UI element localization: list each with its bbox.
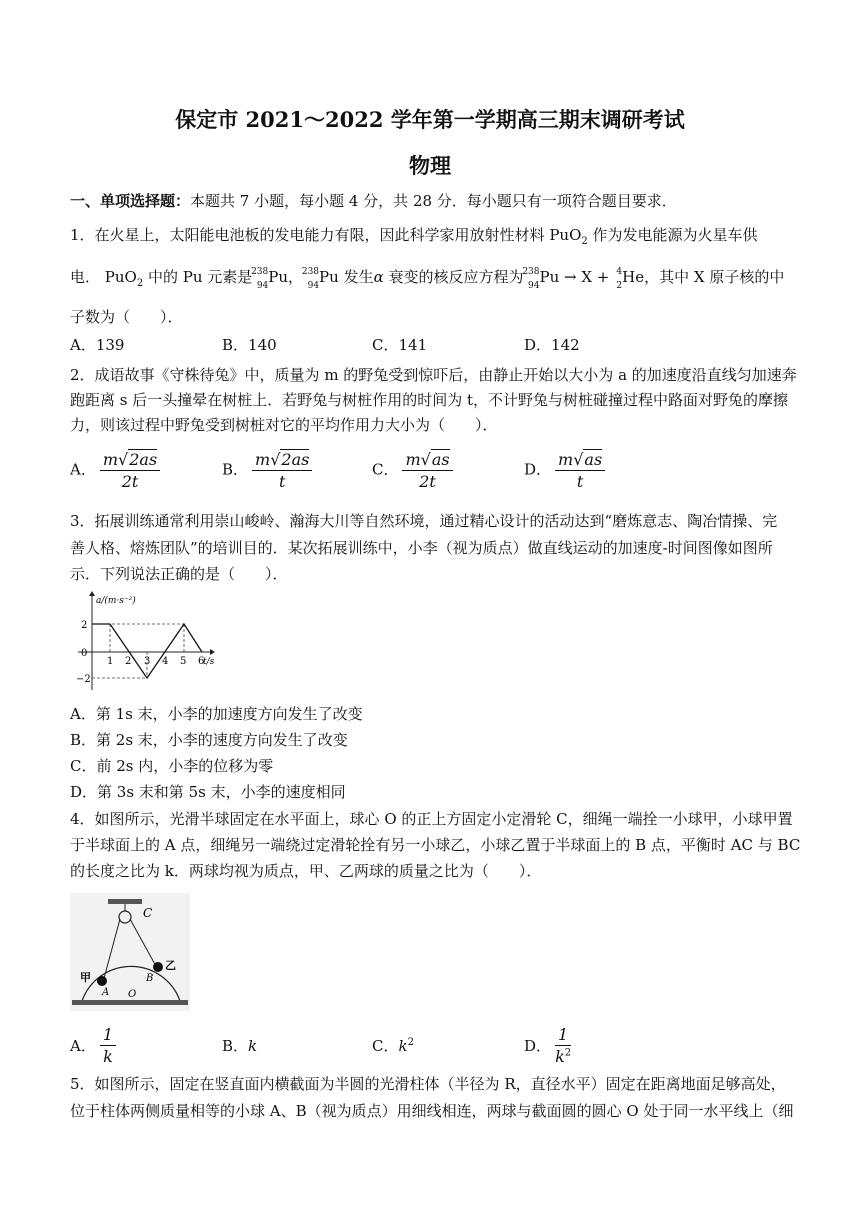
subject-title: 物理 <box>409 153 451 178</box>
label-b: B <box>146 973 154 984</box>
q1-option-c[interactable]: C．141 <box>372 336 428 354</box>
nuclide-pu-2: 238 94 <box>301 267 320 291</box>
ceiling-bar <box>108 899 142 904</box>
hemisphere-pulley-figure <box>70 893 190 1011</box>
label-yi: 乙 <box>165 959 176 972</box>
q4-option-a[interactable]: A． $\frac{1}{k}$ <box>70 1025 116 1066</box>
nuclide-he: 4 2 <box>616 267 623 291</box>
q1-option-d[interactable]: D．142 <box>524 336 580 354</box>
exam-title: 保定市 2021～2022 学年第一学期高三期末调研考试 <box>175 107 685 132</box>
q1-option-b[interactable]: B．140 <box>222 336 277 354</box>
q2-line3: 力，则该过程中野兔受到树桩对它的平均作用力大小为（ ）． <box>70 416 498 434</box>
x-tick-1: 1 <box>107 656 114 667</box>
q2-option-d[interactable]: D． $\frac{m√as}{t}$ <box>524 450 605 491</box>
graph-ylabel: a/(m·s⁻²) <box>96 596 136 606</box>
nuclide-pu-3: 238 94 <box>522 267 540 291</box>
y-axis-arrow <box>89 591 95 596</box>
q1-line3: 子数为（ ）． <box>70 308 183 326</box>
ground <box>72 1000 188 1005</box>
x-tick-4: 4 <box>162 656 169 667</box>
x-axis-arrow <box>210 649 215 655</box>
q3-option-c[interactable]: C．前 2s 内，小李的位移为零 <box>70 757 274 775</box>
q1-line2: 电． PuO$_2$ 中的 Pu 元素是 238 94 Pu， 238 94 Pu 发生α 衰变的核反应方程为 238 94 Pu → X + 4 2 He，其中 X 原子核的中 <box>70 267 785 291</box>
q3-line2: 善人格、熔炼团队”的培训目的．某次拓展训练中，小李（视为质点）做直线运动的加速度-时间图像如图所 <box>70 539 773 557</box>
q3-option-a[interactable]: A．第 1s 末，小李的加速度方向发生了改变 <box>70 705 363 723</box>
q4-line3: 的长度之比为 k．两球均视为质点，甲、乙两球的质量之比为（ ）． <box>70 862 542 880</box>
q2-line1: 2．成语故事《守株待兔》中，质量为 m 的野兔受到惊吓后，由静止开始以大小为 a 的加速度沿直线匀加速奔 <box>70 366 797 384</box>
x-tick-2: 2 <box>125 656 132 667</box>
nuclide-pu-1: 238 94 <box>251 267 269 291</box>
q3-option-b[interactable]: B．第 2s 末，小李的速度方向发生了改变 <box>70 731 348 749</box>
q3-line1: 3．拓展训练通常利用崇山峻岭、瀚海大川等自然环境，通过精心设计的活动达到“磨炼意志、陶冶情操、完 <box>70 512 778 530</box>
q5-line1: 5．如图所示，固定在竖直面内横截面为半圆的光滑柱体（半径为 R，直径水平）固定在距离地面足够高处， <box>70 1075 786 1093</box>
y-tick-0: 0 <box>81 648 88 659</box>
section-heading: 一、单项选择题：本题共 7 小题，每小题 4 分，共 28 分．每小题只有一项符合题目要求． <box>70 192 677 210</box>
label-jia: 甲 <box>80 971 91 984</box>
q2-option-c[interactable]: C． $\frac{m√as}{2t}$ <box>372 450 453 491</box>
q2-option-b[interactable]: B． $\frac{m√2as}{t}$ <box>222 450 312 491</box>
q4-option-b[interactable]: B．k <box>222 1037 258 1055</box>
y-tick-2: 2 <box>81 620 88 631</box>
graph-xlabel: t/s <box>203 657 215 667</box>
x-tick-3: 3 <box>144 656 151 667</box>
q1-option-a[interactable]: A．139 <box>70 336 125 354</box>
acceleration-time-graph <box>70 590 215 695</box>
q1-line1: 1．在火星上，太阳能电池板的发电能力有限，因此科学家用放射性材料 PuO$_2$ 作为发电能源为火星车供 <box>70 226 758 247</box>
q3-line3: 示．下列说法正确的是（ ）． <box>70 565 288 583</box>
ball-jia <box>97 976 107 986</box>
y-tick-neg2: −2 <box>76 674 91 685</box>
q2-line2: 跑距离 s 后一头撞晕在树桩上．若野兔与树桩作用的时间为 t，不计野兔与树桩碰撞过程中路面对野兔的摩擦 <box>70 391 789 409</box>
q4-option-c[interactable]: C．$k^2$ <box>372 1037 414 1055</box>
q4-line2: 于半球面上的 A 点，细绳另一端绕过定滑轮拴有另一小球乙，小球乙置于半球面上的 B 点，平衡时 AC 与 BC <box>70 836 801 854</box>
x-tick-5: 5 <box>180 656 187 667</box>
q3-option-d[interactable]: D．第 3s 末和第 5s 末，小李的速度相同 <box>70 783 346 801</box>
ball-yi <box>153 962 163 972</box>
q4-line1: 4．如图所示，光滑半球固定在水平面上，球心 O 的正上方固定小定滑轮 C，细绳一端拴一小球甲，小球甲置 <box>70 810 793 828</box>
q2-option-a[interactable]: A． $\frac{m√2as}{2t}$ <box>70 450 160 491</box>
label-o: O <box>128 989 137 1000</box>
x-tick-6: 6 <box>198 656 205 667</box>
label-a: A <box>102 987 110 998</box>
q4-option-d[interactable]: D． $\frac{1}{k^2}$ <box>524 1025 572 1066</box>
label-c: C <box>143 906 153 920</box>
q5-line2: 位于柱体两侧质量相等的小球 A、B（视为质点）用细线相连，两球与截面圆的圆心 O 处于同一水平线上（细 <box>70 1102 794 1120</box>
